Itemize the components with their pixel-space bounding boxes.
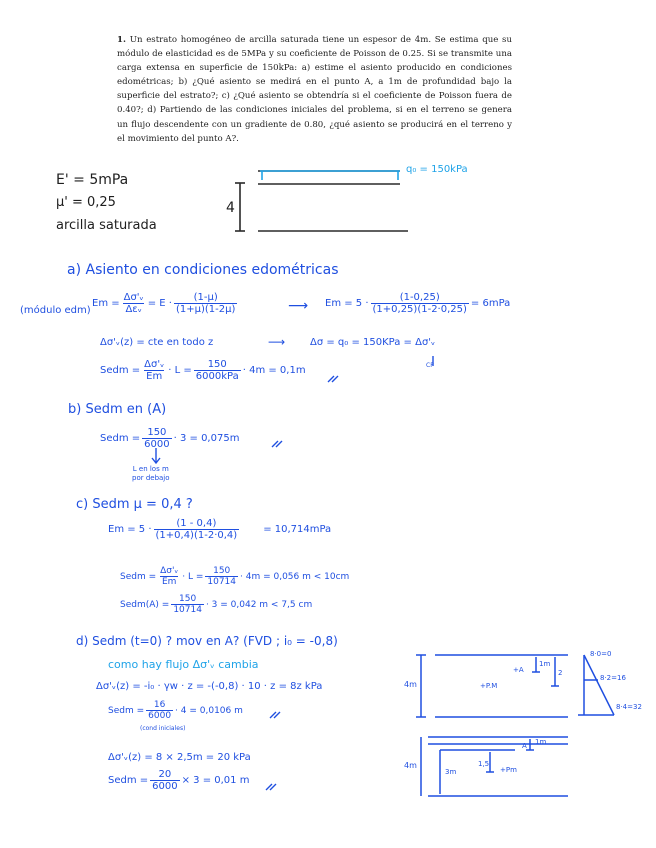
sedm-lhs: Sedm = — [100, 365, 141, 376]
c-s1-fraction: $\frac{\text{Δσ'ᵥ}}{Em}$ — [160, 566, 179, 587]
given-e-mod: E' = 5mPa — [56, 172, 129, 188]
sedm-mid: · L = — [168, 365, 192, 376]
part-c-sedm-2 — [120, 594, 312, 615]
em2-result: = 6mPa — [470, 298, 511, 309]
em-fraction-2: $\frac{(1-\mu)}{(1+\mu)(1-2\mu)}$ — [175, 292, 236, 315]
b-lhs: Sedm = — [100, 433, 141, 444]
part-a-line2-note: CP — [426, 362, 434, 369]
given-material: arcilla saturada — [56, 218, 157, 233]
check-mark-d1 — [270, 712, 280, 718]
d-s2-end: × 3 = 0,01 m — [181, 775, 250, 786]
sedm-fraction-2: $\frac{150}{\text{6000kPa}}$ — [195, 359, 239, 382]
part-a-heading: a) Asiento en condiciones edométricas — [67, 262, 339, 278]
diagram-d1 — [416, 655, 614, 717]
d-s1-lhs: Sedm = — [108, 705, 145, 716]
c-s1-lhs: Sedm = — [120, 571, 157, 582]
d1-depth-1m: 1m — [539, 660, 551, 668]
check-mark-a — [328, 376, 338, 382]
part-a-line2-left: Δσ'ᵥ(z) = cte en todo z — [100, 337, 214, 348]
b-note-2: por debajo — [132, 474, 170, 482]
c-s2-lhs: Sedm(A) = — [120, 599, 170, 610]
d1-tri-bot: 8·4=32 — [616, 703, 642, 711]
part-d-s1-note: (cond iniciales) — [140, 725, 186, 732]
part-d-eq2: Δσ'ᵥ(z) = 8 × 2,5m = 20 kPa — [108, 752, 251, 763]
d-s1-end: · 4 = 0,0106 m — [175, 705, 243, 716]
part-a-arrow-2: ⟶ — [268, 335, 286, 349]
c-s2-fraction: $\frac{150}{10714}$ — [173, 594, 202, 615]
d2-point-pm: +Pm — [500, 766, 517, 774]
d1-point-a: +A — [513, 666, 524, 674]
part-a-arrow: ⟶ — [288, 298, 309, 314]
d-s1-fraction: $\frac{16}{6000}$ — [148, 700, 172, 721]
part-c-heading: c) Sedm μ = 0,4 ? — [76, 497, 193, 512]
part-a-em-numeric — [325, 292, 510, 315]
b-note-1: L en los m — [132, 465, 169, 473]
c-s1-fraction-2: $\frac{150}{10714}$ — [207, 566, 237, 587]
problem-number: 1. — [117, 35, 126, 45]
part-b-note — [132, 465, 170, 483]
d-s2-lhs: Sedm = — [108, 775, 149, 786]
given-poisson: μ' = 0,25 — [56, 195, 116, 210]
c-s1-end: · 4m = 0,056 m < 10cm — [240, 571, 350, 582]
c-em-lhs: Em = 5 · — [108, 524, 152, 535]
d2-depth-3m: 3m — [445, 768, 457, 776]
part-c-sedm-1 — [120, 566, 349, 587]
part-d-flow-note: como hay flujo Δσ'ᵥ cambia — [108, 658, 259, 671]
b-fraction: $\frac{150}{6000}$ — [144, 427, 170, 450]
em-lhs: Em = — [92, 298, 120, 309]
load-arrows — [260, 171, 400, 180]
d2-depth-15: 1,5 — [478, 760, 490, 768]
b-rest: · 3 = 0,075m — [173, 433, 240, 444]
em-fraction: $\frac{\text{Δσ'ᵥ}}{\text{Δεᵥ}}$ — [123, 292, 144, 315]
d1-depth-2: 2 — [558, 669, 563, 677]
d2-height-label: 4m — [404, 761, 417, 770]
d2-depth-1m: 1m — [535, 738, 547, 746]
sedm-fraction: $\frac{\text{Δσ'ᵥ}}{Em}$ — [144, 359, 165, 382]
part-d-heading: d) Sedm (t=0) ? mov en A? (FVD ; i₀ = -0,8) — [76, 634, 338, 648]
d1-point-pm: +P.M — [480, 682, 498, 690]
part-a-sedm — [100, 359, 306, 382]
part-b-heading: b) Sedm en (A) — [68, 402, 167, 417]
problem-text: Un estrato homogéneo de arcilla saturada tiene un espesor de 4m. Se estima que su módulo de elasticidad es de 5MPa y su coeficiente de Poisson de 0.25. Si se transmite una carga extensa en superficie de 150kPa: a) estime el asiento producido en condiciones edométricas; b) ¿Qué asiento se medirá en el punto A, a 1m de profundidad bajo la superficie del estrato?; c) ¿Qué asiento se obtendría si el coeficiente de Poisson fuera de 0.40?; d) Partiendo de las condiciones iniciales del problema, si en el terreno se genera un flujo descendente con un gradiente de 0.80, ¿qué asiento se producirá en el terreno y el movimiento del punto A?. — [117, 35, 512, 144]
part-c-em — [108, 518, 331, 541]
check-mark-b — [272, 441, 282, 447]
c-em-result: = 10,714mPa — [263, 524, 332, 535]
d-s2-fraction: $\frac{20}{6000}$ — [152, 769, 178, 792]
em2-lhs: Em = 5 · — [325, 298, 369, 309]
part-a-side-label: (módulo edm) — [20, 305, 91, 316]
sedm-end: · 4m = 0,1m — [242, 365, 306, 376]
d1-height-label: 4m — [404, 680, 417, 689]
c-em-fraction: $\frac{(1 - 0,4)}{(1+0,4)(1-2\cdot 0,4)}$ — [155, 518, 238, 541]
em2-fraction: $\frac{(1-0,25)}{(1+0,25)(1-2\cdot 0,25)}$ — [372, 292, 467, 315]
check-mark-d2 — [266, 784, 276, 790]
part-d-sedm-2 — [108, 769, 249, 792]
d1-tri-mid: 8·2=16 — [600, 674, 626, 682]
part-a-em-formula — [92, 292, 239, 315]
part-d-eq1: Δσ'ᵥ(z) = -i₀ · γw · z = -(-0,8) · 10 · z = 8z kPa — [96, 681, 323, 692]
c-s2-end: · 3 = 0,042 m < 7,5 cm — [205, 599, 313, 610]
given-load: q₀ = 150kPa — [406, 164, 468, 175]
c-s1-mid: · L = — [182, 571, 204, 582]
part-d-sedm-1 — [108, 700, 243, 721]
em-eq: = E · — [147, 298, 172, 309]
d1-tri-top: 8·0=0 — [590, 650, 612, 658]
given-thickness: 4 — [226, 200, 235, 216]
part-a-line2-right: Δσ = q₀ = 150KPa = Δσ'ᵥ — [310, 337, 436, 348]
part-b-sedm — [100, 427, 239, 450]
d2-point-a: A — [522, 742, 527, 750]
